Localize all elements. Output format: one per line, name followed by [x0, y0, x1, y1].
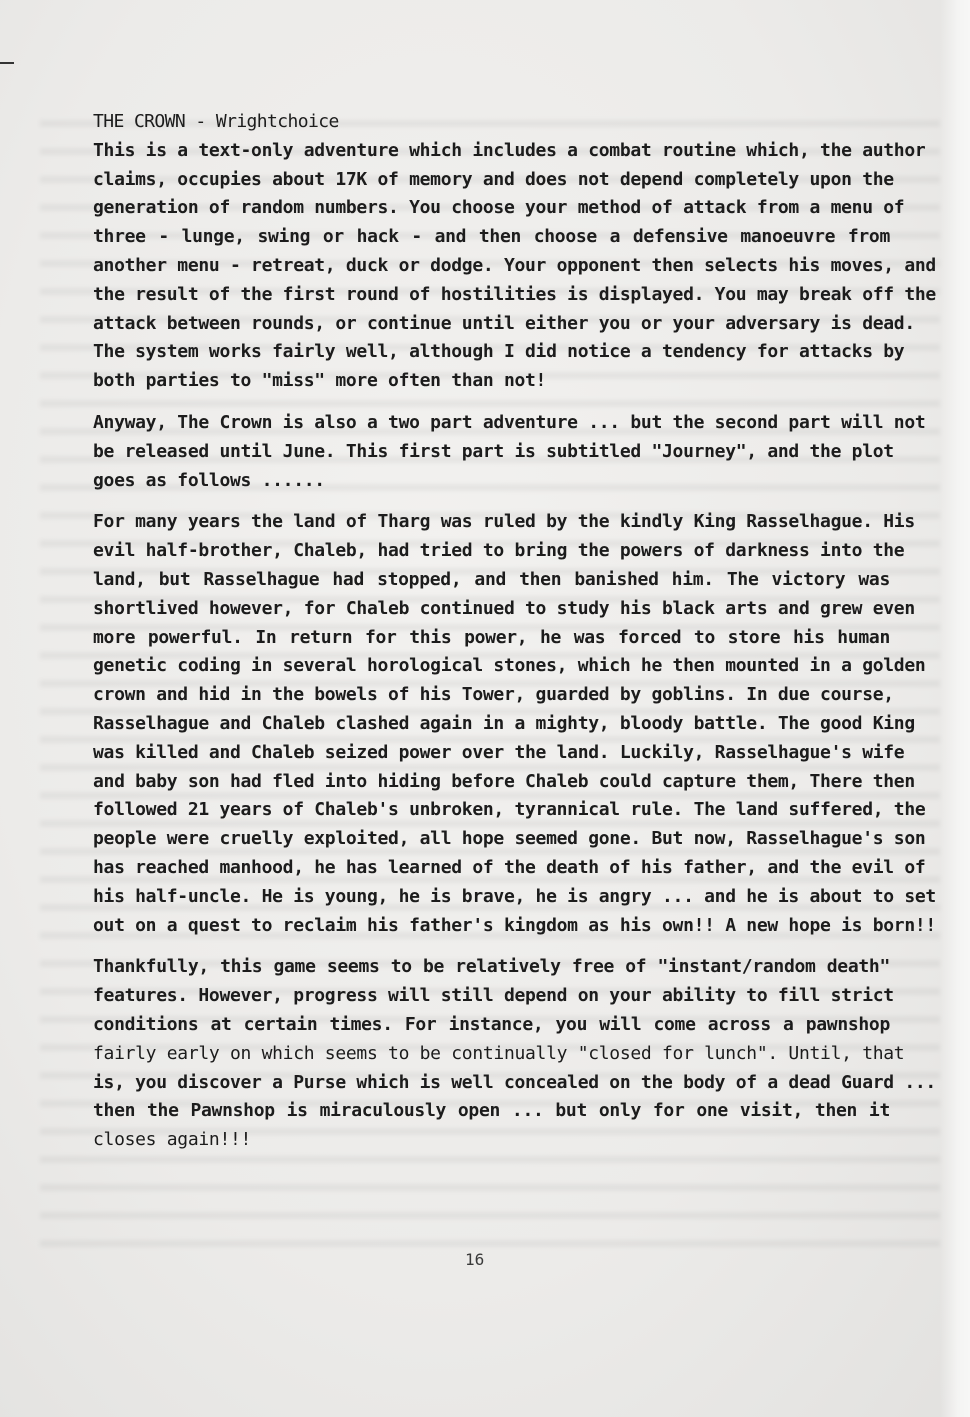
- text-line: claims, occupies about 17K of memory and does not depend completely upon the: [93, 168, 894, 190]
- page-number: 16: [465, 1250, 485, 1269]
- text-line: and baby son had fled into hiding before Chaleb could capture them, There then: [93, 770, 915, 792]
- text-line: out on a quest to reclaim his father's kingdom as his own!! A new hope is born!!: [93, 914, 936, 936]
- paragraph-4: [93, 953, 936, 1155]
- text-line: Rasselhague and Chaleb clashed again in a mighty, bloody battle. The good King: [93, 712, 915, 734]
- text-line: fairly early on which seems to be continually "closed for lunch". Until, that: [93, 1042, 905, 1064]
- paragraph-1: [93, 137, 936, 396]
- text-line: shortlived however, for Chaleb continued to study his black arts and grew even: [93, 597, 915, 619]
- text-line: evil half-brother, Chaleb, had tried to bring the powers of darkness into the: [93, 540, 905, 562]
- text-line: more powerful. In return for this power, he was forced to store his human: [93, 626, 890, 648]
- text-line: features. However, progress will still depend on your ability to fill strict: [93, 985, 894, 1007]
- text-line: conditions at certain times. For instance, you will come across a pawnshop: [93, 1013, 890, 1035]
- text-line: has reached manhood, he has learned of the death of his father, and the evil of: [93, 856, 926, 878]
- text-line: Anyway, The Crown is also a two part adventure ... but the second part will not: [93, 411, 926, 433]
- text-line: his half-uncle. He is young, he is brave, he is angry ... and he is about to set: [93, 885, 936, 907]
- text-line: genetic coding in several horological stones, which he then mounted in a golden: [93, 655, 926, 677]
- article-body: [93, 108, 936, 1168]
- text-line: was killed and Chaleb seized power over the land. Luckily, Rasselhague's wife: [93, 741, 905, 763]
- article-title: THE CROWN - Wrightchoice: [93, 111, 339, 132]
- text-line: three - lunge, swing or hack - and then choose a defensive manoeuvre from: [93, 226, 890, 248]
- text-line: closes again!!!: [93, 1129, 252, 1151]
- text-line: The system works fairly well, although I did notice a tendency for attacks by: [93, 341, 905, 363]
- text-line: generation of random numbers. You choose your method of attack from a menu of: [93, 197, 905, 219]
- text-line: land, but Rasselhague had stopped, and then banished him. The victory was: [93, 568, 890, 590]
- text-line: both parties to "miss" more often than not!: [93, 370, 547, 392]
- text-line: another menu - retreat, duck or dodge. Your opponent then selects his moves, and: [93, 254, 936, 276]
- paragraph-3: [93, 508, 936, 940]
- text-line: then the Pawnshop is miraculously open ... but only for one visit, then it: [93, 1100, 890, 1122]
- binding-mark: [0, 62, 14, 64]
- page-edge: [940, 0, 970, 1417]
- text-line: the result of the first round of hostilities is displayed. You may break off the: [93, 283, 936, 305]
- text-line: followed 21 years of Chaleb's unbroken, tyrannical rule. The land suffered, the: [93, 799, 926, 821]
- text-line: is, you discover a Purse which is well concealed on the body of a dead Guard ...: [93, 1071, 936, 1093]
- text-line: attack between rounds, or continue until either you or your adversary is dead.: [93, 312, 915, 334]
- text-line: Thankfully, this game seems to be relatively free of "instant/random death": [93, 956, 890, 978]
- text-line: be released until June. This first part is subtitled "Journey", and the plot: [93, 440, 894, 462]
- paragraph-2: [93, 409, 926, 495]
- text-line: people were cruelly exploited, all hope seemed gone. But now, Rasselhague's son: [93, 828, 926, 850]
- text-line: goes as follows ......: [93, 469, 325, 491]
- text-line: For many years the land of Tharg was ruled by the kindly King Rasselhague. His: [93, 511, 915, 533]
- text-line: crown and hid in the bowels of his Tower, guarded by goblins. In due course,: [93, 684, 894, 706]
- text-line: This is a text-only adventure which includes a combat routine which, the author: [93, 139, 926, 161]
